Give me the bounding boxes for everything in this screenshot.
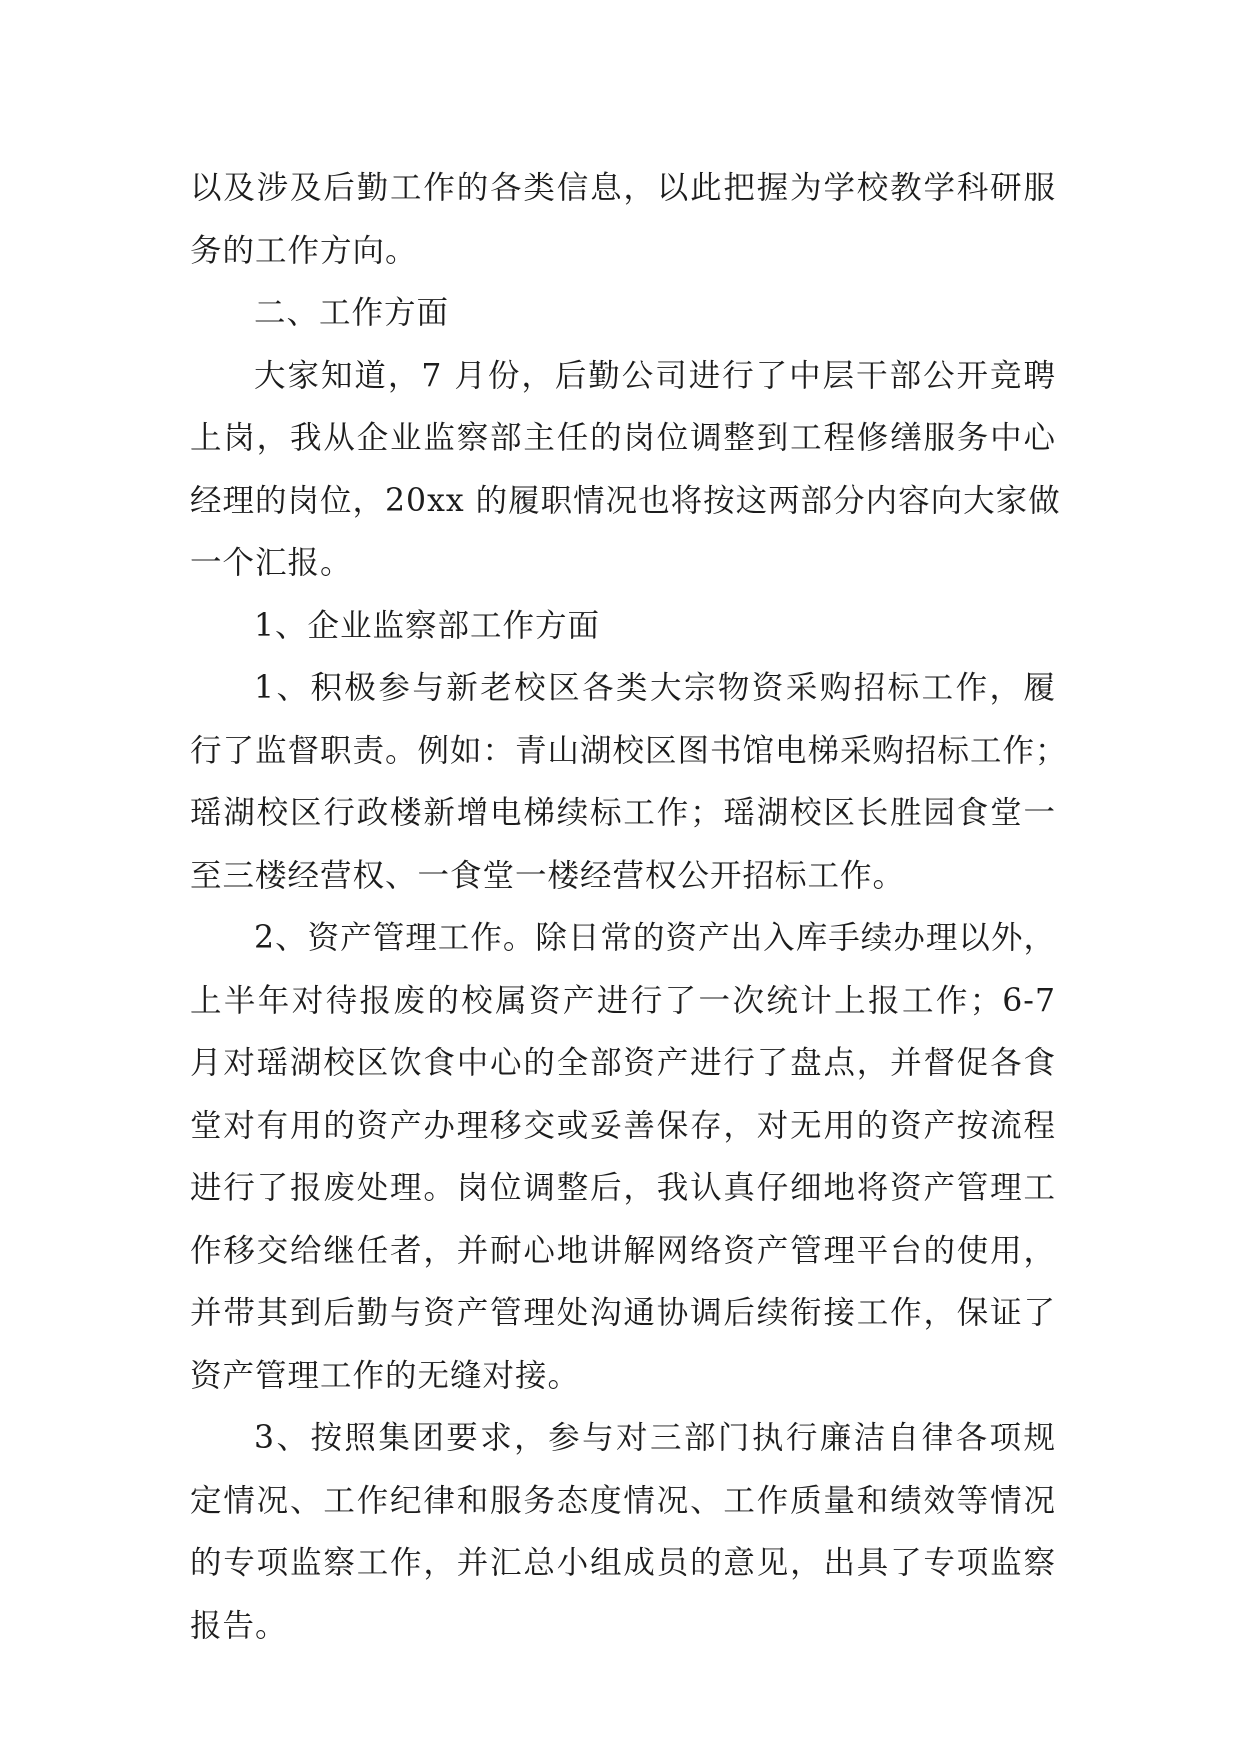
text-line: 以及涉及后勤工作的各类信息，以此把握为学校教学科研服 — [190, 170, 1056, 206]
text-line: 的专项监察工作，并汇总小组成员的意见，出具了专项监察 — [190, 1545, 1056, 1581]
text-line: 至三楼经营权、一食堂一楼经营权公开招标工作。 — [190, 857, 906, 894]
text-line: 务的工作方向。 — [190, 232, 418, 269]
document-body — [190, 157, 1068, 1657]
text-line: 一个汇报。 — [190, 545, 353, 581]
text-line: 上半年对待报废的校属资产进行了一次统计上报工作；6-7 — [190, 982, 1056, 1019]
text-line: 瑶湖校区行政楼新增电梯续标工作；瑶湖校区长胜园食堂一 — [190, 795, 1056, 831]
text-line: 作移交给继任者，并耐心地讲解网络资产管理平台的使用， — [190, 1232, 1056, 1269]
text-line: 2、资产管理工作。除日常的资产出入库手续办理以外， — [254, 920, 1056, 956]
text-line: 定情况、工作纪律和服务态度情况、工作质量和绩效等情况 — [190, 1482, 1056, 1519]
text-line: 行了监督职责。例如：青山湖校区图书馆电梯采购招标工作； — [190, 732, 1068, 769]
subsection-heading: 1、企业监察部工作方面 — [254, 607, 601, 644]
text-line: 1、积极参与新老校区各类大宗物资采购招标工作，履 — [254, 670, 1056, 706]
text-line: 月对瑶湖校区饮食中心的全部资产进行了盘点，并督促各食 — [190, 1045, 1056, 1081]
text-line: 进行了报废处理。岗位调整后，我认真仔细地将资产管理工 — [190, 1170, 1056, 1206]
text-line: 大家知道，7 月份，后勤公司进行了中层干部公开竞聘 — [254, 357, 1056, 394]
text-line: 上岗，我从企业监察部主任的岗位调整到工程修缮服务中心 — [190, 420, 1056, 456]
section-heading: 二、工作方面 — [254, 295, 450, 331]
text-line: 报告。 — [190, 1607, 288, 1644]
text-line: 并带其到后勤与资产管理处沟通协调后续衔接工作，保证了 — [190, 1295, 1056, 1331]
text-line: 堂对有用的资产办理移交或妥善保存，对无用的资产按流程 — [190, 1107, 1056, 1144]
text-line: 资产管理工作的无缝对接。 — [190, 1357, 581, 1394]
text-line: 3、按照集团要求，参与对三部门执行廉洁自律各项规 — [254, 1420, 1056, 1456]
text-line: 经理的岗位，20xx 的履职情况也将按这两部分内容向大家做 — [190, 482, 1061, 519]
